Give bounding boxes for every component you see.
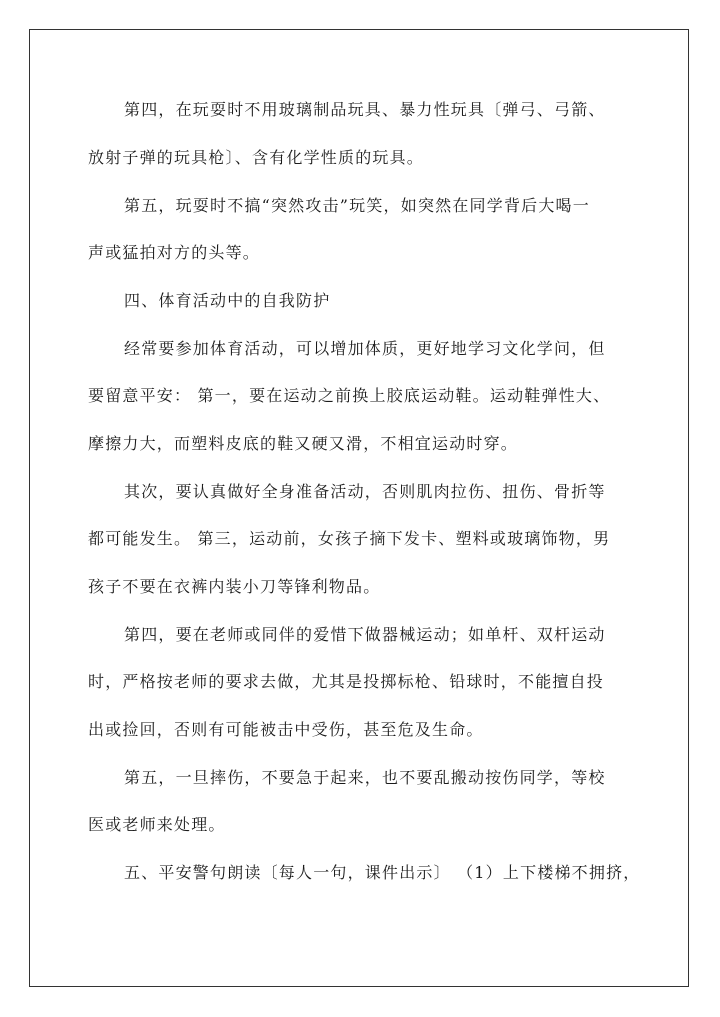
paragraph-line: 声或猛拍对方的头等。 (88, 243, 261, 262)
page-frame (29, 29, 689, 987)
paragraph-line: 放射子弹的玩具枪〕、含有化学性质的玩具。 (88, 148, 425, 167)
paragraph-line: 医或老师来处理。 (88, 815, 226, 834)
paragraph-line: 摩擦力大，而塑料皮底的鞋又硬又滑，不相宜运动时穿。 (88, 434, 519, 453)
paragraph-line: 第五，一旦摔伤，不要急于起来，也不要乱搬动按伤同学，等校 (124, 768, 606, 787)
paragraph-line: 经常要参加体育活动，可以增加体质，更好地学习文化学问，但 (124, 339, 606, 358)
paragraph-line: 第四，在玩耍时不用玻璃制品玩具、暴力性玩具〔弹弓、弓箭、 (124, 100, 606, 119)
paragraph-line: 出或捡回，否则有可能被击中受伤，甚至危及生命。 (88, 720, 484, 739)
paragraph-line: 孩子不要在衣裤内装小刀等锋利物品。 (88, 577, 381, 596)
paragraph-line: 时，严格按老师的要求去做，尤其是投掷标枪、铅球时，不能擅自投 (88, 672, 605, 691)
section-heading: 四、体育活动中的自我防护 (124, 291, 331, 310)
paragraph-line: 要留意平安： 第一，要在运动之前换上胶底运动鞋。运动鞋弹性大、 (88, 386, 611, 405)
paragraph-line: 第五，玩耍时不搞“突然攻击”玩笑，如突然在同学背后大喝一 (124, 196, 590, 215)
paragraph-line: 其次，要认真做好全身准备活动，否则肌肉拉伤、扭伤、骨折等 (124, 482, 606, 501)
section-heading: 五、平安警句朗读〔每人一句，课件出示〕 （1）上下楼梯不拥挤， (124, 863, 641, 882)
paragraph-line: 第四，要在老师或同伴的爱惜下做器械运动；如单杆、双杆运动 (124, 625, 606, 644)
paragraph-line: 都可能发生。 第三，运动前，女孩子摘下发卡、塑料或玻璃饰物，男 (88, 529, 611, 548)
